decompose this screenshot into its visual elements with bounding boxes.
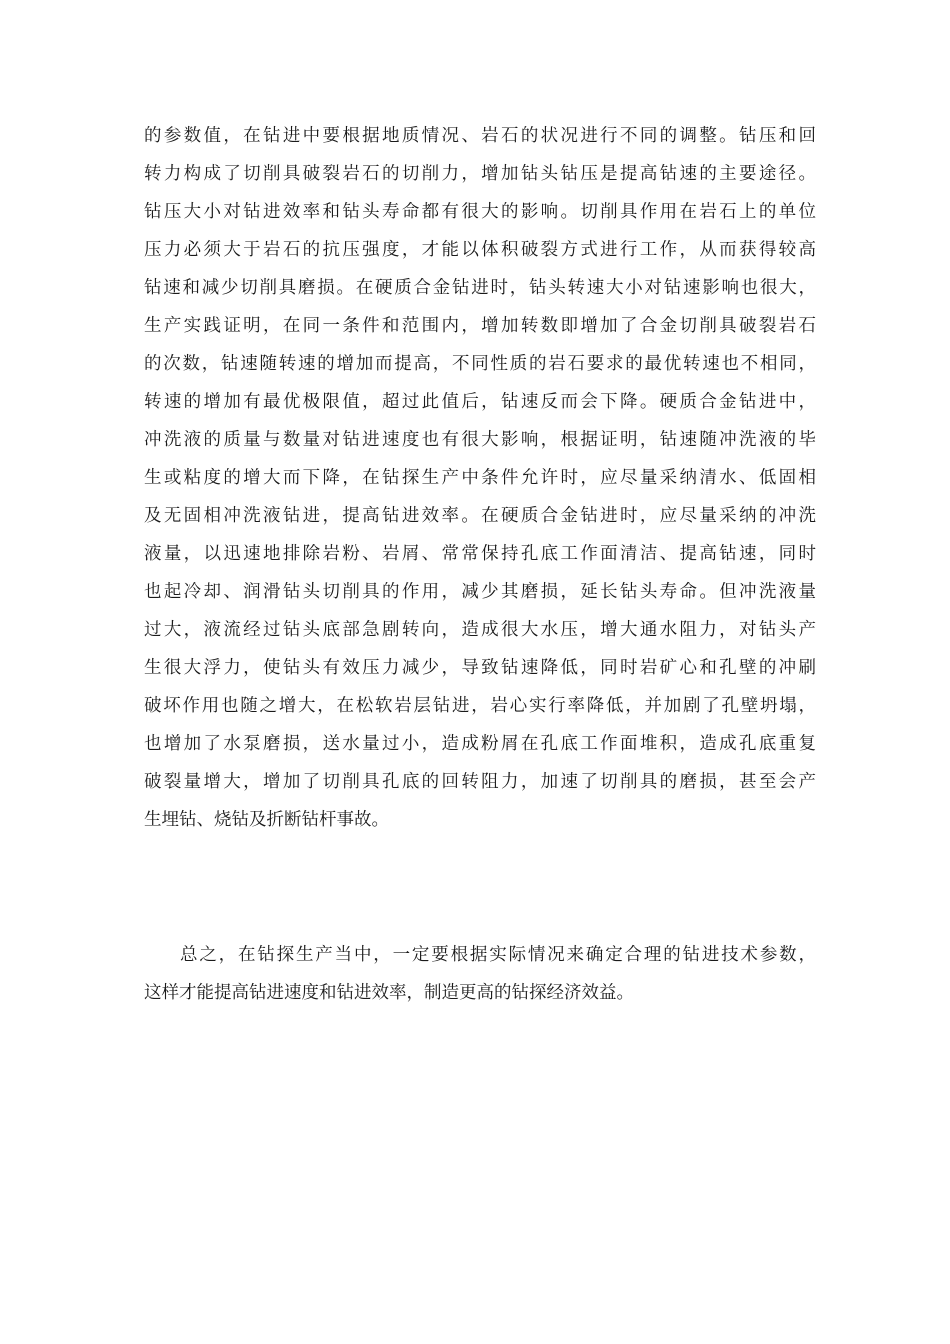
paragraph-line-last: 这样才能提高钻进速度和钻进效率，制造更高的钻探经济效益。 <box>144 983 634 1003</box>
body-paragraph-1 <box>144 117 816 839</box>
paragraph-line: 及无固相冲洗液钻进，提高钻进效率。在硬质合金钻进时，应尽量采纳的冲洗 <box>144 506 816 526</box>
paragraph-line: 生很大浮力，使钻头有效压力减少，导致钻速降低，同时岩矿心和孔壁的冲刷 <box>144 658 816 678</box>
paragraph-line: 也起冷却、润滑钻头切削具的作用，减少其磨损，延长钻头寿命。但冲洗液量 <box>144 582 816 602</box>
paragraph-line: 压力必须大于岩石的抗压强度，才能以体积破裂方式进行工作，从而获得较高 <box>144 240 816 260</box>
paragraph-line: 的参数值，在钻进中要根据地质情况、岩石的状况进行不同的调整。钻压和回 <box>144 126 816 146</box>
paragraph-line-indented: 总之，在钻探生产当中，一定要根据实际情况来确定合理的钻进技术参数， <box>180 945 816 965</box>
body-paragraph-2 <box>144 936 816 1012</box>
paragraph-line: 破坏作用也随之增大，在松软岩层钻进，岩心实行率降低，并加剧了孔壁坍塌， <box>144 696 816 716</box>
paragraph-line: 生产实践证明，在同一条件和范围内，增加转数即增加了合金切削具破裂岩石 <box>144 316 816 336</box>
paragraph-line: 转速的增加有最优极限值，超过此值后，钻速反而会下降。硬质合金钻进中， <box>144 392 816 412</box>
paragraph-line: 转力构成了切削具破裂岩石的切削力，增加钻头钻压是提高钻速的主要途径。 <box>144 164 816 184</box>
paragraph-line: 冲洗液的质量与数量对钻进速度也有很大影响，根据证明，钻速随冲洗液的毕 <box>144 430 816 450</box>
paragraph-line: 液量，以迅速地排除岩粉、岩屑、常常保持孔底工作面清洁、提高钻速，同时 <box>144 544 816 564</box>
paragraph-line: 过大，液流经过钻头底部急剧转向，造成很大水压，增大通水阻力，对钻头产 <box>144 620 816 640</box>
paragraph-line: 也增加了水泵磨损，送水量过小，造成粉屑在孔底工作面堆积，造成孔底重复 <box>144 734 816 754</box>
paragraph-line: 钻压大小对钻进效率和钻头寿命都有很大的影响。切削具作用在岩石上的单位 <box>144 202 816 222</box>
paragraph-line: 钻速和减少切削具磨损。在硬质合金钻进时，钻头转速大小对钻速影响也很大， <box>144 278 816 298</box>
paragraph-line-last: 生埋钻、烧钻及折断钻杆事故。 <box>144 810 389 830</box>
paragraph-line: 破裂量增大，增加了切削具孔底的回转阻力，加速了切削具的磨损，甚至会产 <box>144 772 816 792</box>
paragraph-line: 生或粘度的增大而下降，在钻探生产中条件允许时，应尽量采纳清水、低固相 <box>144 468 816 488</box>
paragraph-line: 的次数，钻速随转速的增加而提高，不同性质的岩石要求的最优转速也不相同， <box>144 354 816 374</box>
